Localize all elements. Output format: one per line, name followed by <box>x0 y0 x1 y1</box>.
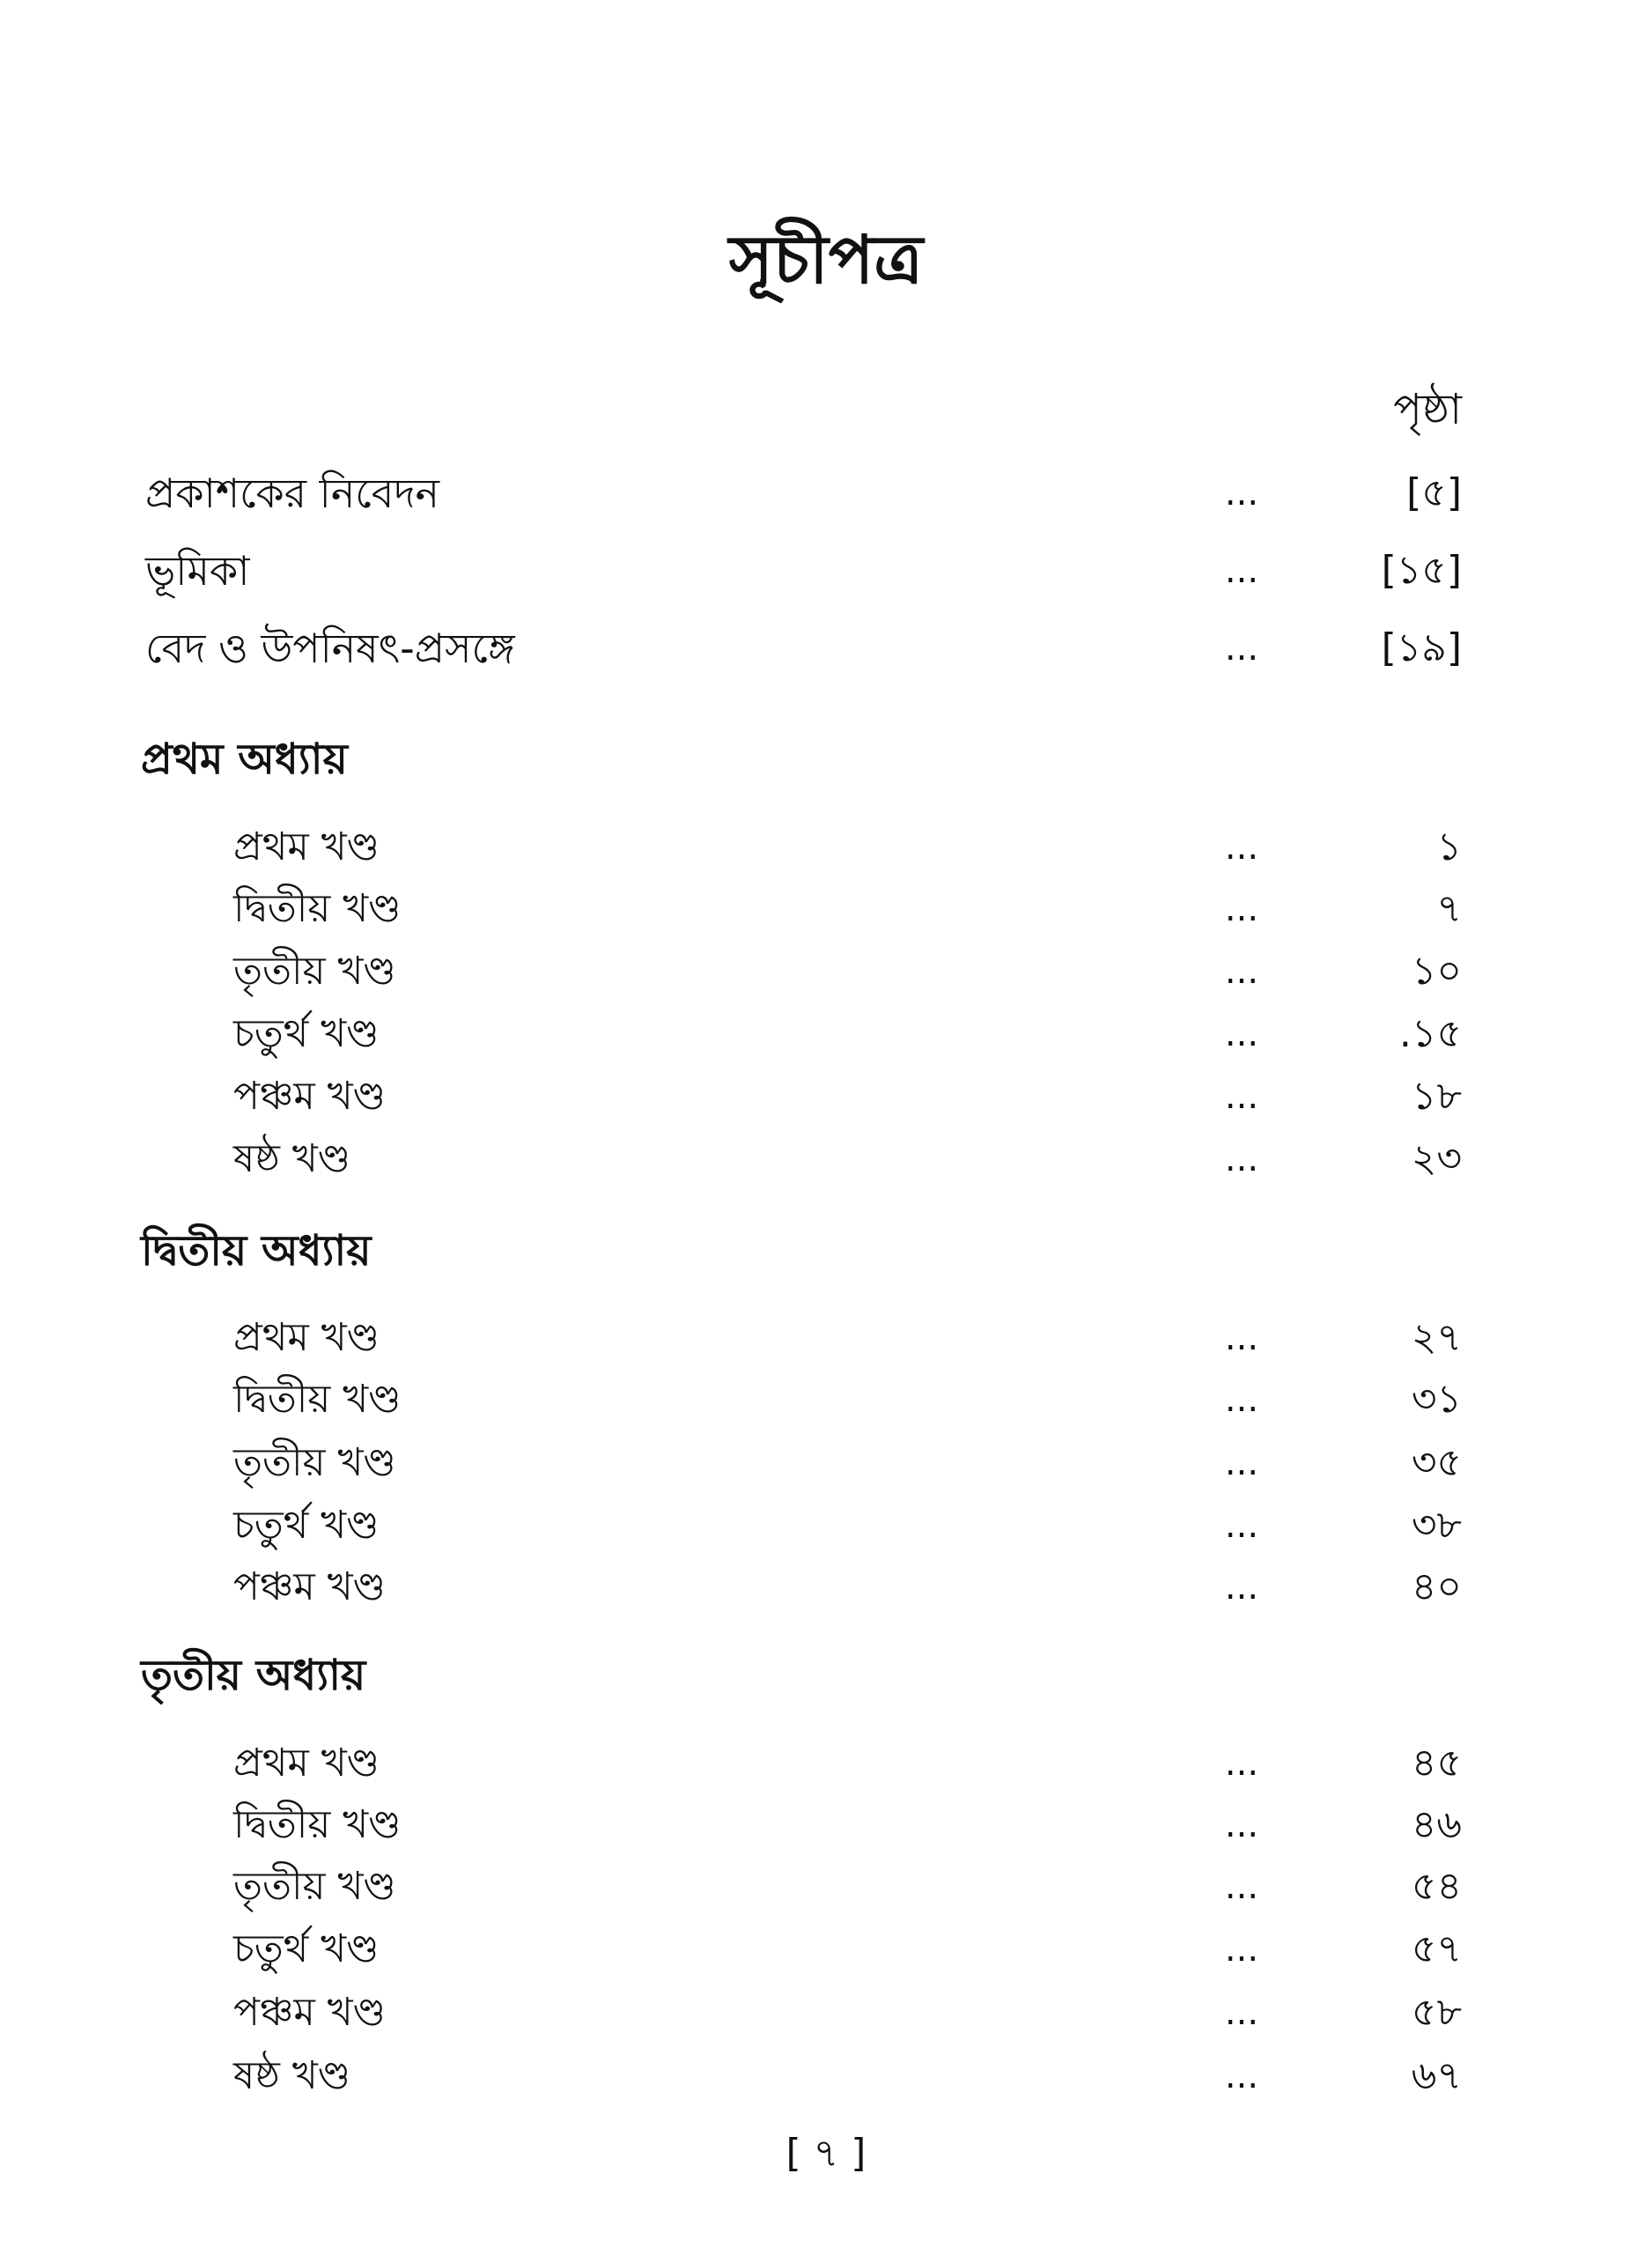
entry-label: চতুর্থ খণ্ড <box>233 1011 380 1056</box>
entry-leader: ... <box>1224 551 1259 591</box>
entry-page: ৫৮ <box>1411 1990 1462 2035</box>
toc-entry <box>0 1128 1652 1190</box>
toc-entry <box>0 2045 1652 2107</box>
entry-leader: ... <box>1224 1443 1259 1483</box>
entry-page: ২৩ <box>1411 1136 1462 1181</box>
entry-leader: ... <box>1224 1867 1259 1907</box>
toc-entry <box>0 617 1652 679</box>
entry-page: .১৫ <box>1398 1011 1462 1056</box>
entry-page: ১৮ <box>1411 1074 1462 1119</box>
entry-label: প্রথম খণ্ড <box>233 1315 380 1360</box>
entry-leader: ... <box>1224 1743 1259 1784</box>
entry-label: ষষ্ঠ খণ্ড <box>233 2053 351 2098</box>
chapter-heading: তৃতীয় অধ্যায় <box>141 1651 366 1700</box>
entry-leader: ... <box>1224 1567 1259 1608</box>
toc-entry <box>0 1794 1652 1856</box>
toc-entry <box>0 817 1652 878</box>
entry-leader: ... <box>1224 1993 1259 2033</box>
entry-label: দ্বিতীয় খণ্ড <box>233 1377 402 1422</box>
entry-label: পঞ্চম খণ্ড <box>233 1564 386 1609</box>
entry-page: ৭ <box>1436 886 1462 931</box>
entry-page: [৫] <box>1406 470 1462 515</box>
chapter-heading: প্রথম অধ্যায় <box>141 735 348 784</box>
entry-label: পঞ্চম খণ্ড <box>233 1990 386 2035</box>
entry-label: বেদ ও উপনিষৎ-প্রসঙ্গে <box>145 625 515 672</box>
toc-entry <box>0 540 1652 602</box>
entry-leader: ... <box>1224 1805 1259 1845</box>
entry-page: ২৭ <box>1411 1315 1462 1360</box>
toc-entry <box>0 1733 1652 1794</box>
entry-leader: ... <box>1224 2056 1259 2096</box>
toc-entry <box>0 1432 1652 1494</box>
entry-page: [১৫] <box>1381 548 1462 593</box>
entry-label: তৃতীয় খণ্ড <box>233 1864 396 1909</box>
toc-entry <box>0 878 1652 940</box>
entry-page: ৩৫ <box>1411 1440 1462 1485</box>
entry-leader: ... <box>1224 1318 1259 1358</box>
toc-entry <box>0 1369 1652 1431</box>
toc-entry <box>0 1307 1652 1369</box>
entry-label: প্রথম খণ্ড <box>233 824 380 869</box>
toc-entry <box>0 1066 1652 1128</box>
chapter-heading: দ্বিতীয় অধ্যায় <box>141 1226 372 1275</box>
entry-page: ৪৫ <box>1411 1741 1462 1786</box>
toc-entry <box>0 1919 1652 1980</box>
entry-page: ৫৭ <box>1411 1926 1462 1971</box>
entry-page: ১ <box>1436 824 1462 869</box>
toc-entry <box>0 1856 1652 1918</box>
toc-entry <box>0 1495 1652 1556</box>
entry-label: ভূমিকা <box>145 547 250 595</box>
page-title: সূচীপত্র <box>728 220 924 299</box>
entry-label: চতুর্থ খণ্ড <box>233 1503 380 1548</box>
entry-leader: ... <box>1224 827 1259 868</box>
entry-page: ৪৬ <box>1411 1802 1462 1847</box>
entry-leader: ... <box>1224 1505 1259 1546</box>
toc-entry <box>0 1982 1652 2044</box>
entry-page: ৩৮ <box>1411 1503 1462 1548</box>
entry-label: ষষ্ঠ খণ্ড <box>233 1136 351 1181</box>
entry-label: দ্বিতীয় খণ্ড <box>233 1802 402 1847</box>
entry-leader: ... <box>1224 628 1259 669</box>
entry-label: প্রথম খণ্ড <box>233 1741 380 1786</box>
entry-leader: ... <box>1224 951 1259 992</box>
entry-leader: ... <box>1224 1379 1259 1420</box>
entry-leader: ... <box>1224 473 1259 514</box>
entry-label: তৃতীয় খণ্ড <box>233 949 396 994</box>
entry-leader: ... <box>1224 889 1259 929</box>
entry-leader: ... <box>1224 1929 1259 1970</box>
page-number: [ ৭ ] <box>785 2131 867 2176</box>
entry-label: পঞ্চম খণ্ড <box>233 1074 386 1119</box>
entry-page: ৫৪ <box>1411 1864 1462 1909</box>
toc-entry <box>0 941 1652 1002</box>
entry-leader: ... <box>1224 1076 1259 1117</box>
page-column-label: পৃষ্ঠা <box>1393 385 1462 434</box>
entry-label: তৃতীয় খণ্ড <box>233 1440 396 1485</box>
entry-page: ৪০ <box>1411 1564 1462 1609</box>
entry-label: দ্বিতীয় খণ্ড <box>233 886 402 931</box>
entry-label: প্রকাশকের নিবেদন <box>145 469 439 517</box>
entry-page: [১৯] <box>1381 625 1462 670</box>
entry-label: চতুর্থ খণ্ড <box>233 1926 380 1971</box>
entry-page: ৩১ <box>1411 1377 1462 1422</box>
entry-page: ১০ <box>1411 949 1462 994</box>
toc-entry <box>0 1003 1652 1065</box>
entry-leader: ... <box>1224 1139 1259 1179</box>
toc-entry <box>0 462 1652 524</box>
entry-page: ৬৭ <box>1411 2053 1462 2098</box>
toc-entry <box>0 1556 1652 1618</box>
entry-leader: ... <box>1224 1014 1259 1054</box>
